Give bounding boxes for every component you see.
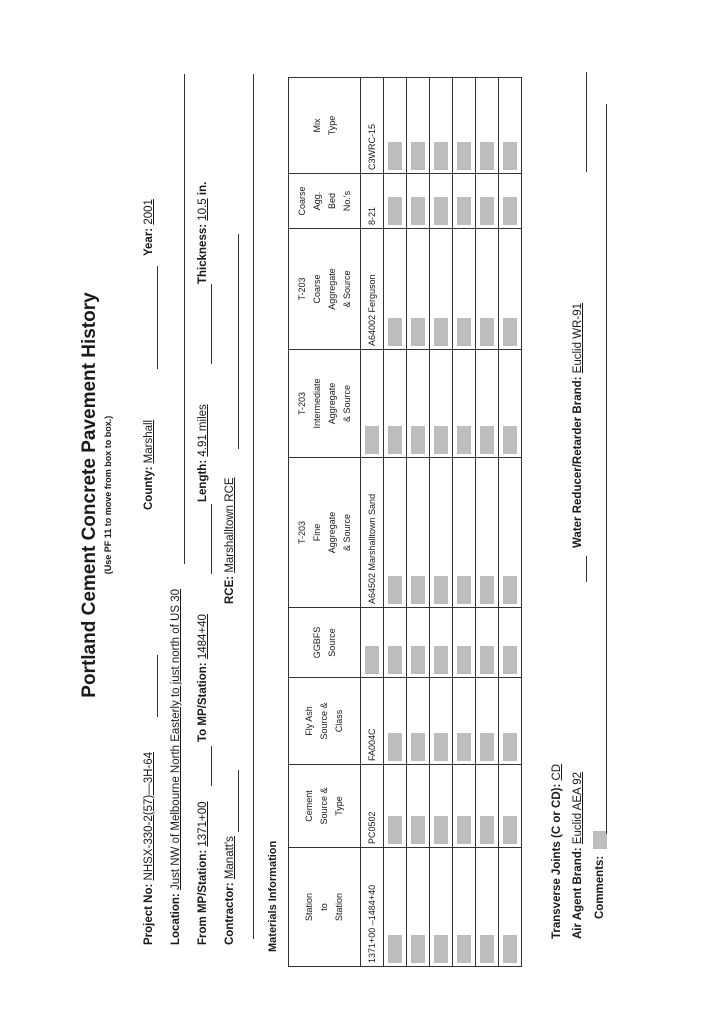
col-header-cement xyxy=(289,765,361,848)
cell-fine-aggregate[interactable] xyxy=(407,458,430,608)
input-field-marker[interactable] xyxy=(457,197,471,225)
cell-station[interactable] xyxy=(384,848,407,967)
project-no-line xyxy=(157,655,158,717)
transverse-joints-value[interactable]: CD xyxy=(551,763,563,781)
county-value[interactable]: Marshall xyxy=(143,419,155,464)
input-field-marker[interactable] xyxy=(388,197,402,225)
col-header-line: Mix xyxy=(311,118,322,133)
cell-intermediate-aggregate[interactable] xyxy=(476,350,499,458)
contractor-field[interactable] xyxy=(224,836,236,945)
col-header-line: Source & xyxy=(319,702,329,740)
input-field-marker[interactable] xyxy=(457,426,471,454)
input-field-marker[interactable] xyxy=(480,935,494,963)
cell-cement[interactable] xyxy=(430,765,453,848)
cell-cement[interactable] xyxy=(407,765,430,848)
air-agent-label: Air Agent Brand: xyxy=(572,847,584,939)
input-field-marker[interactable] xyxy=(457,576,471,604)
cell-fly-ash[interactable] xyxy=(499,678,522,765)
materials-section-title: Materials Information xyxy=(267,840,279,952)
col-header-line: Aggregate xyxy=(326,511,337,554)
col-header-line: Fly Ash xyxy=(304,706,314,736)
col-header-line: Type xyxy=(326,115,337,136)
materials-table xyxy=(288,77,522,967)
comments-label: Comments: xyxy=(594,855,607,919)
location-label: Location: xyxy=(170,893,182,945)
cell-station[interactable] xyxy=(453,848,476,967)
col-header-line: & Source xyxy=(341,384,352,423)
materials-row xyxy=(430,78,453,967)
air-agent-line xyxy=(586,556,587,582)
col-header-line: Intermediate xyxy=(311,378,322,429)
input-field-marker[interactable] xyxy=(388,142,402,170)
length-value[interactable]: 4.91 miles xyxy=(197,404,209,457)
cell-value: C3WRC-15 xyxy=(367,123,377,170)
cell-mix-type[interactable] xyxy=(384,78,407,174)
cell-fly-ash[interactable] xyxy=(407,678,430,765)
cell-fly-ash[interactable] xyxy=(430,678,453,765)
col-header-line: Bed xyxy=(326,193,337,210)
input-field-marker[interactable] xyxy=(480,816,494,844)
cell-cement[interactable] xyxy=(453,765,476,848)
water-reducer-line xyxy=(586,72,587,172)
cell-fine-aggregate[interactable] xyxy=(361,458,384,608)
rce-label: RCE: xyxy=(224,575,236,604)
thickness-unit: in. xyxy=(197,181,209,196)
year-field[interactable] xyxy=(143,199,155,256)
cell-fly-ash[interactable] xyxy=(453,678,476,765)
materials-row xyxy=(476,78,499,967)
cell-ggbfs[interactable] xyxy=(384,608,407,678)
input-field-marker[interactable] xyxy=(388,318,402,346)
cell-fly-ash[interactable] xyxy=(361,678,384,765)
input-field-marker[interactable] xyxy=(457,816,471,844)
cell-intermediate-aggregate[interactable] xyxy=(384,350,407,458)
input-field-marker[interactable] xyxy=(503,426,517,454)
cell-coarse-bed[interactable] xyxy=(384,174,407,229)
col-header-line: Class xyxy=(334,709,344,733)
cell-value: A64002 Ferguson xyxy=(367,274,377,346)
cell-fine-aggregate[interactable] xyxy=(453,458,476,608)
input-field-marker[interactable] xyxy=(434,142,448,170)
cell-ggbfs[interactable] xyxy=(361,608,384,678)
cell-intermediate-aggregate[interactable] xyxy=(407,350,430,458)
cell-ggbfs[interactable] xyxy=(430,608,453,678)
cell-mix-type[interactable] xyxy=(361,78,384,174)
cell-coarse-bed[interactable] xyxy=(476,174,499,229)
input-field-marker[interactable] xyxy=(434,733,448,761)
input-field-marker[interactable] xyxy=(480,197,494,225)
form-subtitle: (Use PF 11 to move from box to box.) xyxy=(103,415,113,575)
input-field-marker[interactable] xyxy=(503,318,517,346)
input-field-marker[interactable] xyxy=(480,646,494,674)
input-field-marker[interactable] xyxy=(388,816,402,844)
col-header-coarse-bed xyxy=(289,174,361,229)
cell-fine-aggregate[interactable] xyxy=(430,458,453,608)
rce-value[interactable]: Marshalltown RCE xyxy=(224,477,236,573)
cell-coarse-aggregate[interactable] xyxy=(361,229,384,350)
cell-ggbfs[interactable] xyxy=(407,608,430,678)
cell-ggbfs[interactable] xyxy=(453,608,476,678)
cell-coarse-aggregate[interactable] xyxy=(476,229,499,350)
location-value[interactable]: Just NW of Melbourne North Easterly to just north of US 30 xyxy=(170,589,182,891)
cell-value: 8-21 xyxy=(367,206,377,225)
input-field-marker[interactable] xyxy=(434,197,448,225)
col-header-line: Aggregate xyxy=(326,382,337,425)
input-field-marker[interactable] xyxy=(457,318,471,346)
contractor-label: Contractor: xyxy=(224,882,236,945)
cell-station[interactable] xyxy=(499,848,522,967)
water-reducer-value[interactable]: Euclid WR-91 xyxy=(572,303,584,374)
col-header-line: Type xyxy=(334,796,344,816)
materials-row xyxy=(499,78,522,967)
water-reducer-label: Water Reducer/Retarder Brand: xyxy=(572,376,584,548)
cell-cement[interactable] xyxy=(384,765,407,848)
thickness-field[interactable] xyxy=(197,182,209,284)
input-field-marker[interactable] xyxy=(434,816,448,844)
county-label: County: xyxy=(143,466,155,510)
year-label: Year: xyxy=(143,227,155,256)
col-header-line: T-203 xyxy=(296,277,307,301)
col-header-station xyxy=(289,848,361,967)
water-reducer-field[interactable] xyxy=(572,303,584,548)
cell-coarse-bed[interactable] xyxy=(361,174,384,229)
col-header-line: Station xyxy=(334,892,344,922)
from-station-value[interactable]: 1371+00 xyxy=(197,801,209,847)
col-header-line: & Source xyxy=(341,513,352,552)
col-header-line: Fine xyxy=(311,523,322,542)
input-field-marker[interactable] xyxy=(434,935,448,963)
cell-station[interactable] xyxy=(430,848,453,967)
thickness-value[interactable]: 10.5 xyxy=(197,198,209,221)
input-field-marker[interactable] xyxy=(434,576,448,604)
input-field-marker[interactable] xyxy=(457,142,471,170)
cell-station[interactable] xyxy=(361,848,384,967)
input-field-marker[interactable] xyxy=(480,733,494,761)
cell-cement[interactable] xyxy=(476,765,499,848)
air-agent-value[interactable]: Euclid AEA 92 xyxy=(572,771,584,845)
input-field-marker[interactable] xyxy=(457,646,471,674)
cell-fine-aggregate[interactable] xyxy=(499,458,522,608)
cell-cement[interactable] xyxy=(361,765,384,848)
input-field-marker[interactable] xyxy=(411,426,425,454)
col-header-ggbfs xyxy=(289,608,361,678)
location-line xyxy=(184,74,185,564)
col-header-coarse-aggregate xyxy=(289,229,361,350)
col-header-fine-aggregate xyxy=(289,458,361,608)
input-field-marker[interactable] xyxy=(411,576,425,604)
materials-row xyxy=(453,78,476,967)
cell-mix-type[interactable] xyxy=(430,78,453,174)
col-header-line: T-203 xyxy=(296,521,307,545)
input-field-marker[interactable] xyxy=(388,426,402,454)
col-header-intermediate-aggregate xyxy=(289,350,361,458)
col-header-line: to xyxy=(319,903,329,911)
input-field-marker[interactable] xyxy=(411,318,425,346)
input-field-marker[interactable] xyxy=(365,426,379,454)
input-field-marker[interactable] xyxy=(411,646,425,674)
input-field-marker[interactable] xyxy=(480,318,494,346)
from-station-label: From MP/Station: xyxy=(197,849,209,945)
project-no-value[interactable]: NHSX-330-2(57)—3H-64 xyxy=(143,751,155,881)
form-title: Portland Cement Concrete Pavement History xyxy=(79,292,100,698)
length-line xyxy=(211,284,212,364)
col-header-line: T-203 xyxy=(296,392,307,416)
cell-mix-type[interactable] xyxy=(453,78,476,174)
cell-ggbfs[interactable] xyxy=(499,608,522,678)
cell-fly-ash[interactable] xyxy=(384,678,407,765)
transverse-joints-label: Transverse Joints (C or CD): xyxy=(551,783,563,939)
col-header-line: & Source xyxy=(341,270,352,308)
cell-fine-aggregate[interactable] xyxy=(476,458,499,608)
materials-row xyxy=(361,78,384,967)
input-field-marker[interactable] xyxy=(503,197,517,225)
from-station-field[interactable] xyxy=(197,802,209,946)
input-field-marker[interactable] xyxy=(411,816,425,844)
rce-line xyxy=(238,234,239,449)
cell-coarse-aggregate[interactable] xyxy=(407,229,430,350)
cell-intermediate-aggregate[interactable] xyxy=(361,350,384,458)
location-field[interactable] xyxy=(170,589,182,945)
input-field-marker[interactable] xyxy=(388,935,402,963)
input-field-marker[interactable] xyxy=(503,142,517,170)
col-header-line: Agg. xyxy=(311,191,322,211)
col-header-line: GGBFS xyxy=(311,626,322,659)
contractor-value[interactable]: Manatt's xyxy=(224,836,236,880)
input-field-marker[interactable] xyxy=(411,935,425,963)
input-field-marker[interactable] xyxy=(365,646,379,674)
input-field-marker[interactable] xyxy=(388,733,402,761)
materials-header-row xyxy=(289,78,361,967)
transverse-joints-field[interactable] xyxy=(551,764,563,939)
county-field[interactable] xyxy=(143,420,155,510)
cell-station[interactable] xyxy=(476,848,499,967)
cell-fine-aggregate[interactable] xyxy=(384,458,407,608)
input-field-marker[interactable] xyxy=(457,733,471,761)
to-station-field[interactable] xyxy=(197,614,209,742)
cell-coarse-bed[interactable] xyxy=(453,174,476,229)
col-header-line: Coarse xyxy=(311,274,322,304)
cell-coarse-bed[interactable] xyxy=(407,174,430,229)
input-field-marker[interactable] xyxy=(434,646,448,674)
col-header-line: Source & xyxy=(319,787,329,825)
cell-intermediate-aggregate[interactable] xyxy=(430,350,453,458)
year-value[interactable]: 2001 xyxy=(143,199,155,225)
col-header-line: Source xyxy=(326,628,337,657)
col-header-line: Cement xyxy=(304,790,314,822)
input-field-marker[interactable] xyxy=(411,142,425,170)
cell-value: A64502 Marshalltown Sand xyxy=(367,493,377,604)
contractor-line xyxy=(238,770,239,832)
input-field-marker[interactable] xyxy=(503,576,517,604)
cell-coarse-aggregate[interactable] xyxy=(499,229,522,350)
cell-ggbfs[interactable] xyxy=(476,608,499,678)
project-no-field[interactable] xyxy=(143,752,155,945)
input-field-marker[interactable] xyxy=(480,142,494,170)
input-field-marker[interactable] xyxy=(503,935,517,963)
to-station-value[interactable]: 1484+40 xyxy=(197,614,209,660)
cell-intermediate-aggregate[interactable] xyxy=(499,350,522,458)
cell-mix-type[interactable] xyxy=(476,78,499,174)
cell-mix-type[interactable] xyxy=(407,78,430,174)
section-divider xyxy=(253,74,254,939)
comments-input[interactable] xyxy=(593,831,607,849)
rce-field[interactable] xyxy=(224,477,236,604)
county-line xyxy=(157,266,158,369)
cell-coarse-bed[interactable] xyxy=(430,174,453,229)
from-station-line xyxy=(211,746,212,786)
input-field-marker[interactable] xyxy=(457,935,471,963)
col-header-line: No.'s xyxy=(341,190,352,212)
cell-intermediate-aggregate[interactable] xyxy=(453,350,476,458)
cell-coarse-bed[interactable] xyxy=(499,174,522,229)
comments-field[interactable] xyxy=(593,831,607,919)
project-no-label: Project No: xyxy=(143,883,155,945)
cell-coarse-aggregate[interactable] xyxy=(430,229,453,350)
col-header-mix-type xyxy=(289,78,361,174)
cell-value: PC0502 xyxy=(367,811,377,844)
input-field-marker[interactable] xyxy=(411,197,425,225)
cell-station[interactable] xyxy=(407,848,430,967)
col-header-line: Aggregate xyxy=(326,268,337,310)
cell-fly-ash[interactable] xyxy=(476,678,499,765)
input-field-marker[interactable] xyxy=(411,733,425,761)
input-field-marker[interactable] xyxy=(503,816,517,844)
to-station-line xyxy=(211,504,212,574)
length-field[interactable] xyxy=(197,404,209,502)
cell-coarse-aggregate[interactable] xyxy=(384,229,407,350)
cell-value: 1371+00 –1484+40 xyxy=(367,884,377,963)
length-label: Length: xyxy=(197,459,209,502)
cell-mix-type[interactable] xyxy=(499,78,522,174)
cell-coarse-aggregate[interactable] xyxy=(453,229,476,350)
input-field-marker[interactable] xyxy=(503,646,517,674)
air-agent-field[interactable] xyxy=(572,772,584,939)
materials-row xyxy=(407,78,430,967)
input-field-marker[interactable] xyxy=(503,733,517,761)
comments-line xyxy=(606,104,607,834)
col-header-line: Coarse xyxy=(296,186,307,216)
cell-value: FA004C xyxy=(367,728,377,761)
input-field-marker[interactable] xyxy=(434,426,448,454)
materials-row xyxy=(384,78,407,967)
col-header-fly-ash xyxy=(289,678,361,765)
input-field-marker[interactable] xyxy=(434,318,448,346)
thickness-label: Thickness: xyxy=(197,223,209,284)
input-field-marker[interactable] xyxy=(480,426,494,454)
input-field-marker[interactable] xyxy=(388,576,402,604)
cell-cement[interactable] xyxy=(499,765,522,848)
to-station-label: To MP/Station: xyxy=(197,662,209,742)
input-field-marker[interactable] xyxy=(480,576,494,604)
col-header-line: Station xyxy=(304,892,314,922)
input-field-marker[interactable] xyxy=(388,646,402,674)
